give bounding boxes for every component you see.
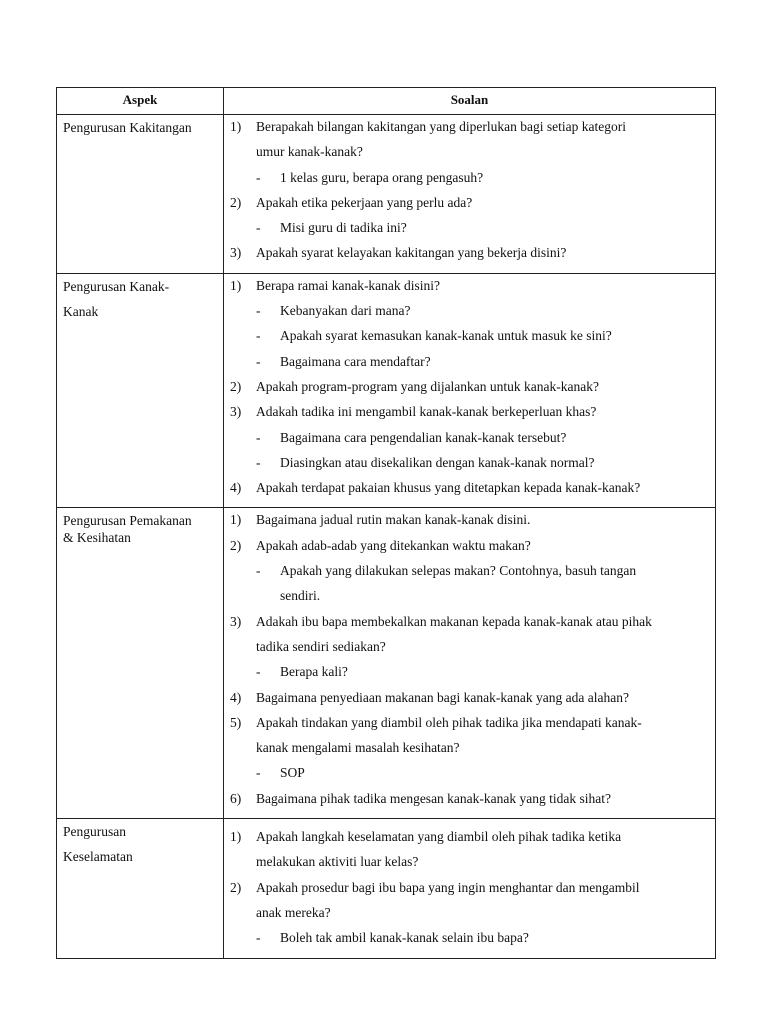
sub-point-line	[230, 428, 709, 453]
sub-point-text: Apakah yang dilakukan selepas makan? Contohnya, basuh tangan	[280, 563, 637, 579]
sub-point-text: Diasingkan atau disekalikan dengan kanak-kanak normal?	[280, 454, 595, 470]
question-line	[230, 789, 709, 814]
question-text: Apakah etika pekerjaan yang perlu ada?	[256, 194, 473, 210]
continuation-line	[230, 637, 709, 662]
continuation-line	[230, 852, 709, 877]
question-text: Apakah adab-adab yang ditekankan waktu makan?	[256, 537, 531, 553]
interview-table	[56, 87, 716, 959]
question-line	[230, 612, 709, 637]
question-text: melakukan aktiviti luar kelas?	[256, 854, 419, 870]
question-text: Apakah prosedur bagi ibu bapa yang ingin menghantar dan mengambil	[256, 879, 640, 895]
continuation-line	[230, 586, 709, 611]
question-number: 2)	[230, 378, 242, 394]
question-line	[230, 827, 709, 852]
question-text: anak mereka?	[256, 904, 331, 920]
soalan-cell	[224, 508, 716, 819]
question-text: Adakah tadika ini mengambil kanak-kanak berkeperluan khas?	[256, 404, 597, 420]
continuation-line	[230, 142, 709, 167]
question-text: Apakah terdapat pakaian khusus yang ditetapkan kepada kanak-kanak?	[256, 480, 641, 496]
question-line	[230, 878, 709, 903]
question-line	[230, 510, 709, 535]
question-line	[230, 688, 709, 713]
aspek-cell	[57, 819, 224, 958]
question-number: 6)	[230, 790, 242, 806]
sub-point-line	[230, 326, 709, 351]
sub-point-text: Boleh tak ambil kanak-kanak selain ibu bapa?	[280, 930, 529, 946]
sub-point-line	[230, 301, 709, 326]
dash-bullet: -	[256, 353, 261, 369]
dash-bullet: -	[256, 169, 261, 185]
continuation-line	[230, 903, 709, 928]
question-text: Apakah tindakan yang diambil oleh pihak tadika jika mendapati kanak-	[256, 714, 642, 730]
aspek-label: Pengurusan Pemakanan	[63, 513, 192, 529]
dash-bullet: -	[256, 765, 261, 781]
soalan-cell	[224, 115, 716, 274]
question-number: 2)	[230, 879, 242, 895]
sub-point-text: Bagaimana cara pengendalian kanak-kanak tersebut?	[280, 429, 567, 445]
sub-point-text: sendiri.	[280, 588, 321, 604]
sub-point-line	[230, 218, 709, 243]
question-text: Adakah ibu bapa membekalkan makanan kepada kanak-kanak atau pihak	[256, 613, 652, 629]
question-line	[230, 193, 709, 218]
aspek-label: Pengurusan Kanak-	[63, 278, 170, 294]
sub-point-line	[230, 453, 709, 478]
aspek-cell	[57, 508, 224, 819]
question-text: Berapakah bilangan kakitangan yang diperlukan bagi setiap kategori	[256, 119, 626, 134]
sub-point-text: Misi guru di tadika ini?	[280, 220, 407, 236]
aspek-label: Pengurusan	[63, 824, 126, 840]
sub-point-text: 1 kelas guru, berapa orang pengasuh?	[280, 169, 484, 185]
question-text: umur kanak-kanak?	[256, 144, 363, 160]
question-text: Apakah program-program yang dijalankan untuk kanak-kanak?	[256, 378, 599, 394]
question-line	[230, 402, 709, 427]
soalan-cell	[224, 819, 716, 958]
soalan-cell	[224, 273, 716, 508]
question-line	[230, 276, 709, 301]
question-number: 3)	[230, 245, 242, 261]
question-number: 5)	[230, 714, 242, 730]
header-row	[57, 88, 716, 115]
dash-bullet: -	[256, 303, 261, 319]
sub-point-line	[230, 168, 709, 193]
sub-point-text: Apakah syarat kemasukan kanak-kanak untuk masuk ke sini?	[280, 328, 612, 344]
dash-bullet: -	[256, 930, 261, 946]
question-number: 2)	[230, 194, 242, 210]
aspek-label: Pengurusan Kakitangan	[63, 120, 192, 135]
question-number: 1)	[230, 119, 242, 134]
aspek-cell	[57, 115, 224, 274]
header-soalan: Soalan	[224, 88, 716, 115]
question-text: Bagaimana pihak tadika mengesan kanak-kanak yang tidak sihat?	[256, 790, 611, 806]
table-row	[57, 273, 716, 508]
table-row	[57, 508, 716, 819]
dash-bullet: -	[256, 429, 261, 445]
question-number: 4)	[230, 689, 242, 705]
question-line	[230, 377, 709, 402]
dash-bullet: -	[256, 220, 261, 236]
header-aspek: Aspek	[57, 88, 224, 115]
question-text: tadika sendiri sediakan?	[256, 638, 386, 654]
dash-bullet: -	[256, 328, 261, 344]
sub-point-text: Bagaimana cara mendaftar?	[280, 353, 431, 369]
question-number: 4)	[230, 480, 242, 496]
sub-point-text: Berapa kali?	[280, 664, 348, 680]
question-line	[230, 243, 709, 268]
sub-point-text: SOP	[280, 765, 305, 781]
question-text: Berapa ramai kanak-kanak disini?	[256, 277, 441, 293]
table-row	[57, 819, 716, 958]
question-text: Apakah langkah keselamatan yang diambil oleh pihak tadika ketika	[256, 829, 622, 845]
aspek-label: & Kesihatan	[63, 530, 131, 546]
question-text: Apakah syarat kelayakan kakitangan yang bekerja disini?	[256, 245, 567, 261]
sub-point-line	[230, 561, 709, 586]
question-number: 1)	[230, 829, 242, 845]
sub-point-text: Kebanyakan dari mana?	[280, 303, 411, 319]
question-line	[230, 478, 709, 503]
sub-point-line	[230, 928, 709, 953]
aspek-label: Kanak	[63, 303, 99, 319]
question-number: 2)	[230, 537, 242, 553]
sub-point-line	[230, 763, 709, 788]
question-text: kanak mengalami masalah kesihatan?	[256, 740, 460, 756]
question-line	[230, 117, 709, 142]
table-row	[57, 115, 716, 274]
continuation-line	[230, 738, 709, 763]
dash-bullet: -	[256, 664, 261, 680]
aspek-label: Keselamatan	[63, 849, 133, 865]
question-text: Bagaimana penyediaan makanan bagi kanak-kanak yang ada alahan?	[256, 689, 629, 705]
question-number: 3)	[230, 404, 242, 420]
question-text: Bagaimana jadual rutin makan kanak-kanak disini.	[256, 512, 531, 528]
aspek-cell	[57, 273, 224, 508]
question-line	[230, 713, 709, 738]
dash-bullet: -	[256, 563, 261, 579]
sub-point-line	[230, 662, 709, 687]
question-number: 1)	[230, 277, 242, 293]
sub-point-line	[230, 352, 709, 377]
question-number: 1)	[230, 512, 242, 528]
question-line	[230, 536, 709, 561]
question-number: 3)	[230, 613, 242, 629]
dash-bullet: -	[256, 454, 261, 470]
